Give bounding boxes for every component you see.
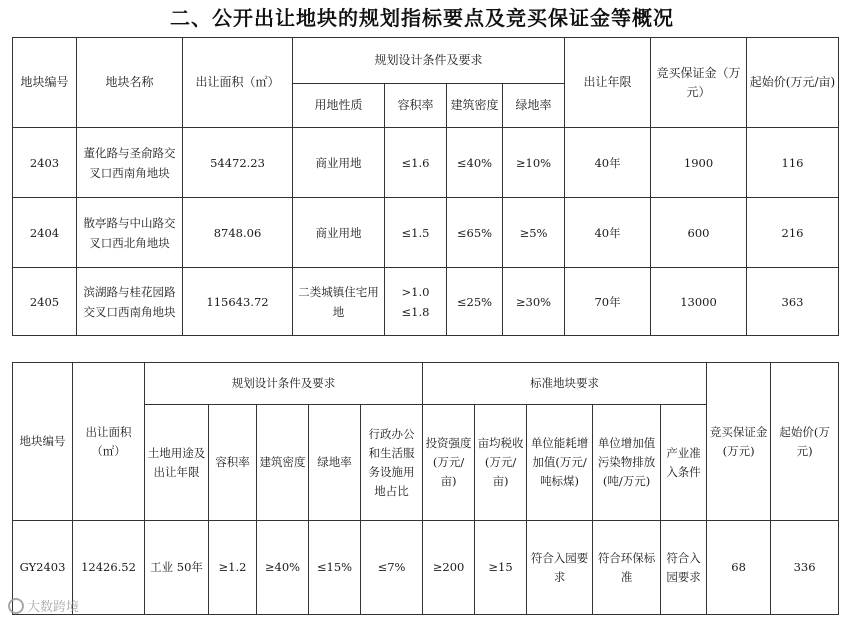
header-plot-no: 地块编号 [13,38,77,128]
cell-far: ≤1.5 [385,198,447,268]
header-density: 建筑密度 [447,84,503,128]
cell-plot-name: 滨湖路与桂花园路交叉口西南角地块 [77,268,183,336]
plot-table-industrial [12,362,839,615]
header-deposit: 竞买保证金(万元) [707,363,771,521]
cell-plot-name: 董化路与圣俞路交叉口西南角地块 [77,128,183,198]
cell-term: 40年 [565,198,651,268]
cell-green: ≥10% [503,128,565,198]
cell-green: ≤15% [309,521,361,615]
cell-area: 12426.52 [73,521,145,615]
cell-far: >1.0 ≤1.8 [385,268,447,336]
watermark-text: 大数跨境 [27,600,80,615]
header-plot-name: 地块名称 [77,38,183,128]
header-energy: 单位能耗增加值(万元/吨标煤) [527,405,593,521]
cell-green: ≥30% [503,268,565,336]
header-start-price: 起始价(万元) [771,363,839,521]
cell-far: ≤1.6 [385,128,447,198]
cell-pollution: 符合环保标准 [593,521,661,615]
table-row [13,198,839,268]
header-density: 建筑密度 [257,405,309,521]
table-row [13,521,839,615]
cell-green: ≥5% [503,198,565,268]
header-area: 出让面积（㎡） [183,38,293,128]
header-start-price: 起始价(万元/亩) [747,38,839,128]
cell-area: 115643.72 [183,268,293,336]
page-title: 二、公开出让地块的规划指标要点及竞买保证金等概况 [170,6,674,30]
cell-admin-ratio: ≤7% [361,521,423,615]
header-deposit: 竞买保证金（万元） [651,38,747,128]
header-area: 出让面积（㎡） [73,363,145,521]
cell-area: 54472.23 [183,128,293,198]
watermark-logo-icon [8,598,24,614]
cell-deposit: 600 [651,198,747,268]
cell-term: 40年 [565,128,651,198]
header-industry: 产业准入条件 [661,405,707,521]
header-admin-ratio: 行政办公和生活服务设施用地占比 [361,405,423,521]
table-row [13,268,839,336]
header-green: 绿地率 [503,84,565,128]
cell-plot-no: GY2403 [13,521,73,615]
plot-table-commercial [12,37,839,336]
cell-plot-no: 2405 [13,268,77,336]
header-investment: 投资强度(万元/亩) [423,405,475,521]
cell-deposit: 13000 [651,268,747,336]
cell-use-term: 工业 50年 [145,521,209,615]
cell-price: 216 [747,198,839,268]
cell-land-use: 商业用地 [293,128,385,198]
header-plot-no: 地块编号 [13,363,73,521]
header-tax: 亩均税收(万元/亩) [475,405,527,521]
cell-price: 116 [747,128,839,198]
header-far: 容积率 [385,84,447,128]
cell-plot-no: 2403 [13,128,77,198]
header-green: 绿地率 [309,405,361,521]
cell-land-use: 商业用地 [293,198,385,268]
cell-density: ≤40% [447,128,503,198]
cell-deposit: 68 [707,521,771,615]
cell-density: ≥40% [257,521,309,615]
cell-tax: ≥15 [475,521,527,615]
cell-price: 363 [747,268,839,336]
cell-industry: 符合入园要求 [661,521,707,615]
header-far: 容积率 [209,405,257,521]
cell-price: 336 [771,521,839,615]
header-land-use: 用地性质 [293,84,385,128]
header-planning-group: 规划设计条件及要求 [293,38,565,84]
cell-density: ≤25% [447,268,503,336]
header-term: 出让年限 [565,38,651,128]
cell-investment: ≥200 [423,521,475,615]
cell-plot-name: 散亭路与中山路交叉口西北角地块 [77,198,183,268]
cell-area: 8748.06 [183,198,293,268]
header-pollution: 单位增加值污染物排放(吨/万元) [593,405,661,521]
header-planning-group: 规划设计条件及要求 [145,363,423,405]
cell-deposit: 1900 [651,128,747,198]
cell-plot-no: 2404 [13,198,77,268]
cell-land-use: 二类城镇住宅用地 [293,268,385,336]
header-use-term: 土地用途及出让年限 [145,405,209,521]
header-standard-group: 标准地块要求 [423,363,707,405]
cell-far: ≥1.2 [209,521,257,615]
cell-term: 70年 [565,268,651,336]
table-row [13,128,839,198]
watermark [8,596,79,615]
cell-density: ≤65% [447,198,503,268]
cell-energy: 符合入园要求 [527,521,593,615]
